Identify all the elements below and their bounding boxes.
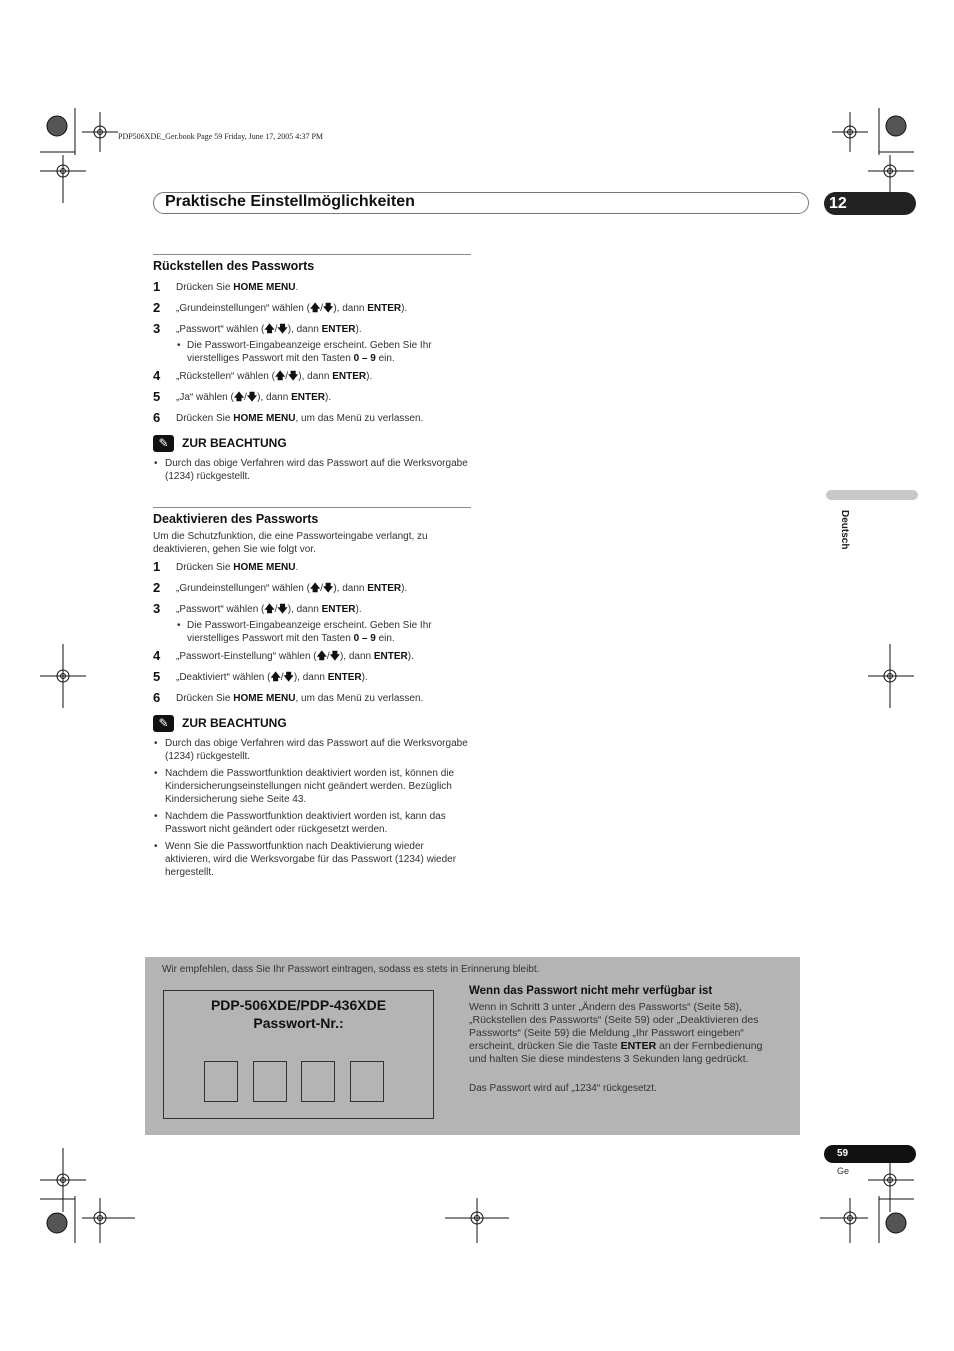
up-arrow-icon: 🡅 bbox=[264, 604, 275, 615]
forgot-password-text: Wenn in Schritt 3 unter „Ändern des Passworts“ (Seite 58), „Rückstellen des Passworts“ (Seite 59) oder „Deaktivieren des Passworts“ (Seite 59) die Meldung „Ihr Passwort eingeben“ erscheint, drücken Sie die Taste ENTER an der Fernbedienung und halten Sie diese mindestens 3 Sekunden lang gedrückt. bbox=[469, 1001, 763, 1065]
password-digit-box bbox=[204, 1061, 238, 1102]
down-arrow-icon: 🡇 bbox=[323, 303, 334, 314]
password-digit-box bbox=[301, 1061, 335, 1102]
section-heading: Rückstellen des Passworts bbox=[153, 254, 471, 275]
step: 2 „Grundeinstellungen“ wählen (🡅/🡇), dann ENTER). bbox=[153, 580, 408, 595]
down-arrow-icon: 🡇 bbox=[323, 583, 334, 594]
page-number: 59 bbox=[824, 1145, 916, 1163]
chapter-title: Praktische Einstellmöglichkeiten bbox=[165, 193, 415, 210]
chapter-number-badge: 12 bbox=[824, 192, 916, 215]
step: 6 Drücken Sie HOME MENU, um das Menü zu verlassen. bbox=[153, 410, 424, 425]
step: 1 Drücken Sie HOME MENU. bbox=[153, 559, 299, 574]
note-item: • Durch das obige Verfahren wird das Passwort auf die Werksvorgabe (1234) rückgestellt. bbox=[154, 738, 468, 762]
note-header: ✎ ZUR BEACHTUNG bbox=[153, 435, 471, 457]
note-header: ✎ ZUR BEACHTUNG bbox=[153, 715, 471, 737]
down-arrow-icon: 🡇 bbox=[283, 672, 294, 683]
note-item: • Nachdem die Passwortfunktion deaktiviert worden ist, kann das Passwort nicht geändert oder rückgesetzt werden. bbox=[154, 811, 446, 835]
up-arrow-icon: 🡅 bbox=[309, 303, 321, 314]
note-item: • Nachdem die Passwortfunktion deaktiviert worden ist, können die Kindersicherungseinstellungen nicht geändert werden. Bezüglich Kindersicherung siehe Seite 43. bbox=[154, 768, 455, 805]
step: 3 „Passwort“ wählen (🡅/🡇), dann ENTER). bbox=[153, 601, 362, 616]
up-arrow-icon: 🡅 bbox=[274, 371, 286, 382]
password-digit-box bbox=[253, 1061, 287, 1102]
down-arrow-icon: 🡇 bbox=[288, 371, 299, 382]
up-arrow-icon: 🡅 bbox=[316, 651, 327, 662]
password-digit-box bbox=[350, 1061, 384, 1102]
password-card-title: PDP-506XDE/PDP-436XDE Passwort-Nr.: bbox=[210, 997, 387, 1031]
page-lang-code: Ge bbox=[837, 1166, 850, 1176]
note-item: • Wenn Sie die Passwortfunktion nach Deaktivierung wieder aktivieren, wird die Werksvorgabe für das Passwort (1234) wieder hergestellt. bbox=[154, 841, 457, 878]
step: 3 „Passwort“ wählen (🡅/🡇), dann ENTER). bbox=[153, 321, 362, 336]
down-arrow-icon: 🡇 bbox=[329, 651, 340, 662]
section-reset-password bbox=[153, 254, 471, 487]
section-deactivate-password bbox=[153, 507, 471, 883]
language-side-tab bbox=[826, 490, 918, 500]
step: 6 Drücken Sie HOME MENU, um das Menü zu verlassen. bbox=[153, 690, 424, 705]
down-arrow-icon: 🡇 bbox=[277, 324, 288, 335]
forgot-password-heading: Wenn das Passwort nicht mehr verfügbar ist bbox=[469, 985, 713, 997]
up-arrow-icon: 🡅 bbox=[309, 583, 321, 594]
pencil-note-icon: ✎ bbox=[153, 715, 174, 732]
language-label: Deutsch bbox=[839, 510, 850, 550]
down-arrow-icon: 🡇 bbox=[277, 604, 288, 615]
step: 4 „Rückstellen“ wählen (🡅/🡇), dann ENTER). bbox=[153, 368, 373, 383]
section-intro: Um die Schutzfunktion, die eine Passworteingabe verlangt, zu deaktivieren, gehen Sie wie folgt vor. bbox=[153, 531, 428, 555]
step-sub-note: • Die Passwort-Eingabeanzeige erscheint. Geben Sie Ihr vierstelliges Passwort mit den Tasten 0 – 9 ein. bbox=[177, 620, 432, 644]
step: 5 „Deaktiviert“ wählen (🡅/🡇), dann ENTER). bbox=[153, 669, 368, 684]
down-arrow-icon: 🡇 bbox=[246, 392, 258, 403]
up-arrow-icon: 🡅 bbox=[264, 324, 275, 335]
step: 2 „Grundeinstellungen“ wählen (🡅/🡇), dann ENTER). bbox=[153, 300, 408, 315]
password-reset-note: Das Passwort wird auf „1234“ rückgesetzt. bbox=[469, 1083, 657, 1094]
memo-intro: Wir empfehlen, dass Sie Ihr Passwort eintragen, sodass es stets in Erinnerung bleibt. bbox=[162, 964, 540, 975]
step: 1 Drücken Sie HOME MENU. bbox=[153, 279, 299, 294]
pencil-note-icon: ✎ bbox=[153, 435, 174, 452]
section-heading: Deaktivieren des Passworts bbox=[153, 507, 471, 528]
note-item: • Durch das obige Verfahren wird das Passwort auf die Werksvorgabe (1234) rückgestellt. bbox=[154, 458, 468, 482]
book-meta-line: PDP506XDE_Ger.book Page 59 Friday, June 17, 2005 4:37 PM bbox=[118, 132, 324, 141]
up-arrow-icon: 🡅 bbox=[233, 392, 245, 403]
up-arrow-icon: 🡅 bbox=[270, 672, 281, 683]
step-sub-note: • Die Passwort-Eingabeanzeige erscheint. Geben Sie Ihr vierstelliges Passwort mit den Tasten 0 – 9 ein. bbox=[177, 340, 432, 364]
step: 5 „Ja“ wählen (🡅/🡇), dann ENTER). bbox=[153, 389, 332, 404]
step: 4 „Passwort-Einstellung“ wählen (🡅/🡇), dann ENTER). bbox=[153, 648, 414, 663]
